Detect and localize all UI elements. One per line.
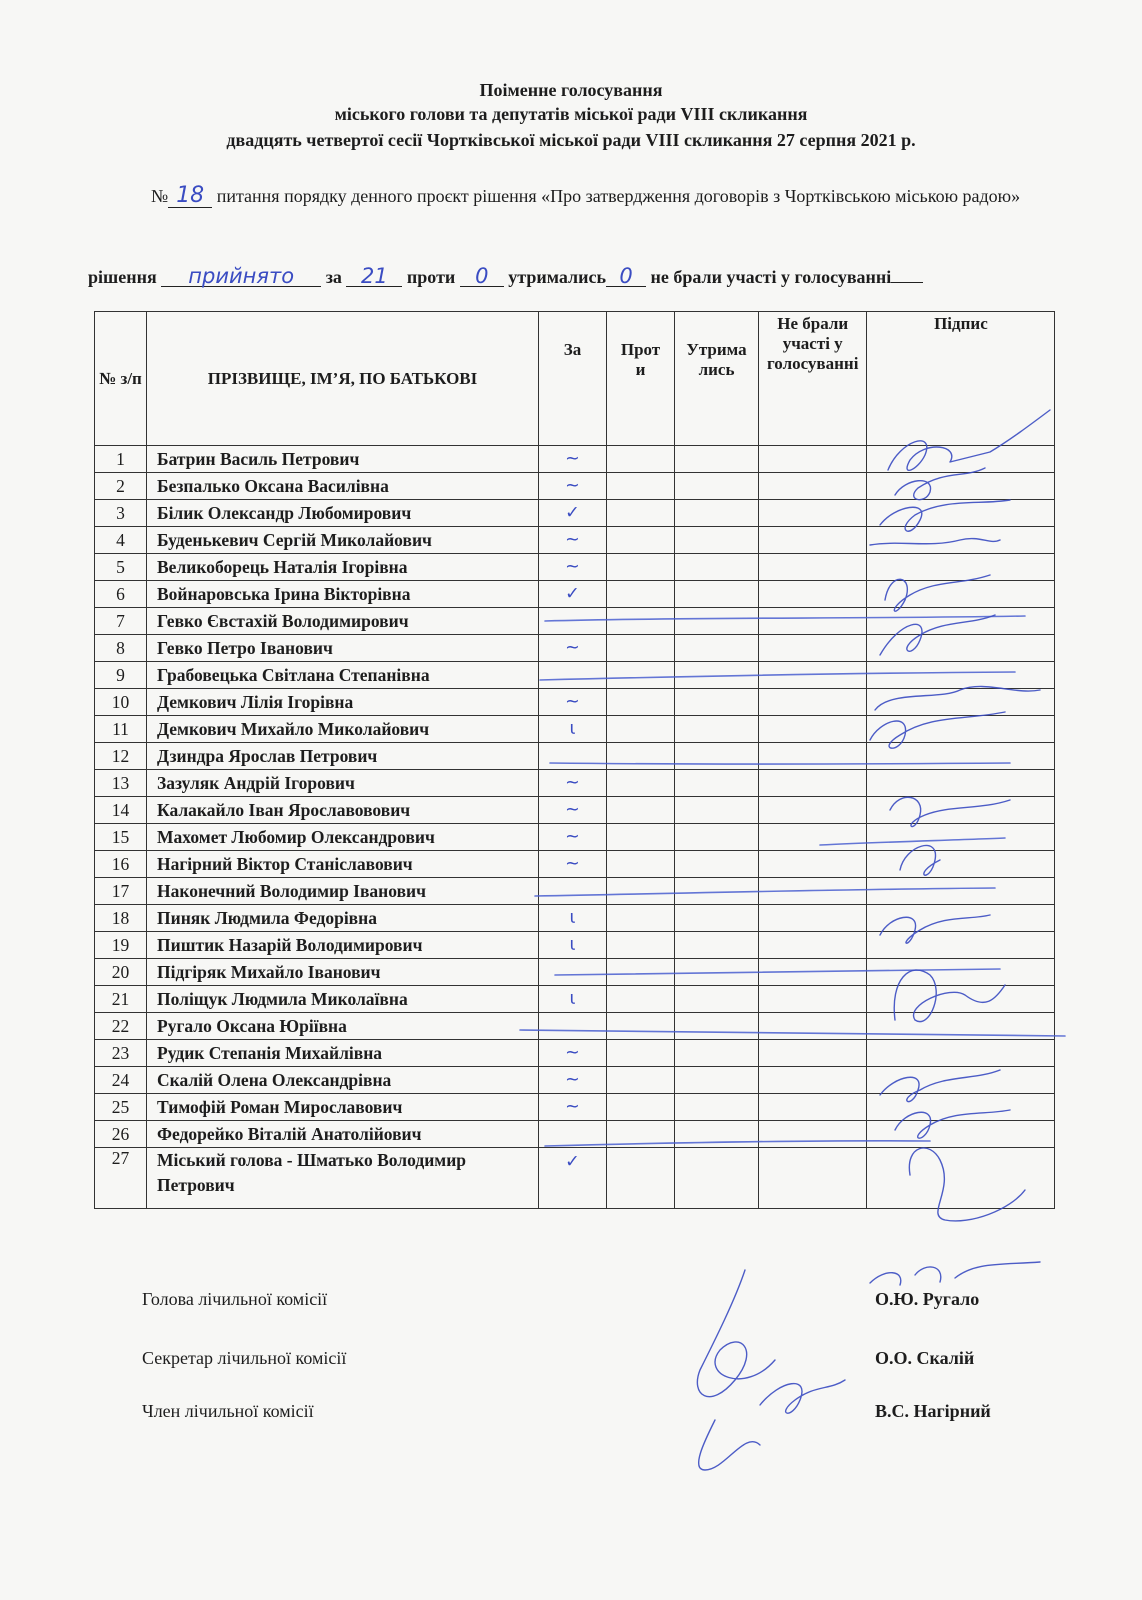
- signature-cell: [867, 716, 1055, 743]
- vote-for-mark: ι: [539, 905, 607, 932]
- table-row: [95, 1067, 1055, 1094]
- vote-for-mark: ~: [539, 824, 607, 851]
- vote-against-cell: [607, 797, 675, 824]
- table-row: [95, 662, 1055, 689]
- vote-against-cell: [607, 1013, 675, 1040]
- vote-for-mark: ~: [539, 689, 607, 716]
- vote-against-cell: [607, 662, 675, 689]
- signature-cell: [867, 1040, 1055, 1067]
- deputy-name: Наконечний Володимир Іванович: [147, 878, 539, 905]
- vote-against-cell: [607, 1040, 675, 1067]
- vote-abstained-cell: [675, 635, 759, 662]
- signature-cell: [867, 581, 1055, 608]
- vote-for-mark: [539, 959, 607, 986]
- not-voted-cell: [759, 635, 867, 662]
- chair-label: Голова лічильної комісії: [142, 1289, 328, 1309]
- vote-for-mark: [539, 608, 607, 635]
- vote-for-mark: ~: [539, 797, 607, 824]
- vote-for-mark: ✓: [539, 581, 607, 608]
- table-row: [95, 1013, 1055, 1040]
- vote-for-mark: ~: [539, 473, 607, 500]
- agenda-question: [143, 183, 1063, 210]
- header-abstained: Утримались: [675, 312, 759, 446]
- vote-abstained-cell: [675, 797, 759, 824]
- vote-against-cell: [607, 878, 675, 905]
- vote-against-cell: [607, 473, 675, 500]
- deputy-name: Міський голова - Шматько Володимир Петрович: [147, 1148, 539, 1209]
- signature: [699, 1420, 760, 1470]
- vote-for-mark: [539, 743, 607, 770]
- not-voted-cell: [759, 608, 867, 635]
- row-number: 11: [95, 716, 147, 743]
- row-number: 7: [95, 608, 147, 635]
- table-row: [95, 500, 1055, 527]
- vote-against-cell: [607, 500, 675, 527]
- deputy-name: Пиняк Людмила Федорівна: [147, 905, 539, 932]
- table-row: [95, 1094, 1055, 1121]
- signature-cell: [867, 1094, 1055, 1121]
- vote-abstained-cell: [675, 959, 759, 986]
- question-number-prefix: №: [151, 186, 169, 206]
- vote-against-cell: [607, 1121, 675, 1148]
- not-voted-cell: [759, 554, 867, 581]
- deputy-name: Гевко Євстахій Володимирович: [147, 608, 539, 635]
- vote-abstained-cell: [675, 1094, 759, 1121]
- table-row: [95, 932, 1055, 959]
- not-voted-cell: [759, 581, 867, 608]
- signature-cell: [867, 689, 1055, 716]
- signature-cell: [867, 608, 1055, 635]
- chair-name: О.Ю. Ругало: [875, 1289, 980, 1309]
- vote-for-mark: ✓: [539, 1148, 607, 1209]
- not-voted-cell: [759, 527, 867, 554]
- header-signature: Підпис: [867, 312, 1055, 446]
- deputy-name: Зазуляк Андрій Ігорович: [147, 770, 539, 797]
- signature-cell: [867, 878, 1055, 905]
- deputy-name: Демкович Михайло Миколайович: [147, 716, 539, 743]
- vote-against-cell: [607, 1094, 675, 1121]
- vote-against-cell: [607, 770, 675, 797]
- not-voted-cell: [759, 1121, 867, 1148]
- signature-cell: [867, 1067, 1055, 1094]
- table-row: [95, 635, 1055, 662]
- vote-abstained-cell: [675, 878, 759, 905]
- signature-cell: [867, 932, 1055, 959]
- deputy-name: Демкович Лілія Ігорівна: [147, 689, 539, 716]
- signature-cell: [867, 797, 1055, 824]
- question-text: питання порядку денного проєкт рішення «Про затвердження договорів з Чортківською міською радою»: [216, 186, 1021, 206]
- not-voted-cell: [759, 500, 867, 527]
- not-voted-cell: [759, 878, 867, 905]
- deputy-name: Войнаровська Ірина Вікторівна: [147, 581, 539, 608]
- vote-for-mark: ~: [539, 446, 607, 473]
- vote-against-cell: [607, 986, 675, 1013]
- vote-against-cell: [607, 581, 675, 608]
- row-number: 27: [95, 1148, 147, 1209]
- secretary-label: Секретар лічильної комісії: [142, 1348, 347, 1368]
- table-row: [95, 527, 1055, 554]
- not-voted-cell: [759, 932, 867, 959]
- not-voted-cell: [759, 959, 867, 986]
- vote-abstained-cell: [675, 716, 759, 743]
- table-row: [95, 1040, 1055, 1067]
- signature: [697, 1270, 775, 1397]
- table-row: [95, 1121, 1055, 1148]
- not-voted-cell: [759, 824, 867, 851]
- row-number: 16: [95, 851, 147, 878]
- vote-abstained-cell: [675, 500, 759, 527]
- row-number: 20: [95, 959, 147, 986]
- row-number: 9: [95, 662, 147, 689]
- table-row: [95, 878, 1055, 905]
- vote-for-mark: ι: [539, 932, 607, 959]
- not-voted-cell: [759, 905, 867, 932]
- vote-for-mark: [539, 878, 607, 905]
- table-row: [95, 851, 1055, 878]
- table-row: [95, 743, 1055, 770]
- not-voted-count: [891, 282, 923, 283]
- deputy-name: Скалій Олена Олександрівна: [147, 1067, 539, 1094]
- table-row: [95, 905, 1055, 932]
- vote-abstained-cell: [675, 581, 759, 608]
- signature: [870, 1262, 1040, 1285]
- vote-for-mark: ~: [539, 1067, 607, 1094]
- deputy-name: Грабовецька Світлана Степанівна: [147, 662, 539, 689]
- table-row: [95, 473, 1055, 500]
- table-row: [95, 824, 1055, 851]
- not-voted-cell: [759, 689, 867, 716]
- row-number: 17: [95, 878, 147, 905]
- vote-against-cell: [607, 1148, 675, 1209]
- vote-for-mark: ~: [539, 635, 607, 662]
- vote-abstained-cell: [675, 446, 759, 473]
- deputy-name: Великоборець Наталія Ігорівна: [147, 554, 539, 581]
- table-row: [95, 797, 1055, 824]
- document-subtitle: міського голови та депутатів міської ради VIII скликання: [334, 104, 808, 124]
- table-row: [95, 986, 1055, 1013]
- signature-cell: [867, 959, 1055, 986]
- signature-cell: [867, 905, 1055, 932]
- row-number: 19: [95, 932, 147, 959]
- decision-line: [88, 266, 923, 288]
- deputy-name: Рудик Степанія Михайлівна: [147, 1040, 539, 1067]
- signature-cell: [867, 473, 1055, 500]
- vote-abstained-cell: [675, 689, 759, 716]
- signature-cell: [867, 851, 1055, 878]
- vote-for-mark: ✓: [539, 500, 607, 527]
- not-voted-cell: [759, 1067, 867, 1094]
- vote-against-cell: [607, 635, 675, 662]
- against-count: 0: [460, 266, 504, 287]
- member-name: В.С. Нагірний: [875, 1401, 991, 1421]
- table-row: [95, 959, 1055, 986]
- vote-against-cell: [607, 446, 675, 473]
- header-not-voted: Не брали участі у голосуванні: [759, 312, 867, 446]
- vote-for-mark: ~: [539, 527, 607, 554]
- signature-cell: [867, 446, 1055, 473]
- vote-for-mark: ι: [539, 986, 607, 1013]
- vote-abstained-cell: [675, 851, 759, 878]
- signature: [760, 1380, 845, 1413]
- table-row: [95, 716, 1055, 743]
- deputy-name: Федорейко Віталій Анатолійович: [147, 1121, 539, 1148]
- vote-abstained-cell: [675, 824, 759, 851]
- header-name: ПРІЗВИЩЕ, ІМ’Я, ПО БАТЬКОВІ: [147, 312, 539, 446]
- table-row: [95, 581, 1055, 608]
- deputy-name: Пиштик Назарій Володимирович: [147, 932, 539, 959]
- vote-against-cell: [607, 905, 675, 932]
- row-number: 22: [95, 1013, 147, 1040]
- table-row: [95, 689, 1055, 716]
- not-voted-cell: [759, 986, 867, 1013]
- not-voted-cell: [759, 1148, 867, 1209]
- vote-abstained-cell: [675, 1040, 759, 1067]
- signature-cell: [867, 527, 1055, 554]
- abstained-count: 0: [606, 266, 646, 287]
- against-label: проти: [406, 267, 456, 287]
- vote-abstained-cell: [675, 932, 759, 959]
- signature-cell: [867, 554, 1055, 581]
- deputy-name: Буденькевич Сергій Миколайович: [147, 527, 539, 554]
- vote-abstained-cell: [675, 662, 759, 689]
- table-body: [95, 446, 1055, 1209]
- deputy-name: Батрин Василь Петрович: [147, 446, 539, 473]
- deputy-name: Нагірний Віктор Станіславович: [147, 851, 539, 878]
- session-line: двадцять четвертої сесії Чортківської міської ради VIII скликання 27 серпня 2021 р.: [226, 130, 916, 150]
- row-number: 6: [95, 581, 147, 608]
- vote-for-mark: ~: [539, 770, 607, 797]
- table-row: [95, 608, 1055, 635]
- table-row: [95, 554, 1055, 581]
- row-number: 8: [95, 635, 147, 662]
- table-row: [95, 446, 1055, 473]
- vote-against-cell: [607, 608, 675, 635]
- vote-for-mark: [539, 1121, 607, 1148]
- not-voted-cell: [759, 662, 867, 689]
- row-number: 15: [95, 824, 147, 851]
- question-number: 18: [168, 185, 212, 208]
- vote-against-cell: [607, 689, 675, 716]
- row-number: 2: [95, 473, 147, 500]
- deputy-name: Дзиндра Ярослав Петрович: [147, 743, 539, 770]
- not-voted-cell: [759, 797, 867, 824]
- vote-abstained-cell: [675, 905, 759, 932]
- signature-cell: [867, 1121, 1055, 1148]
- vote-abstained-cell: [675, 1067, 759, 1094]
- vote-against-cell: [607, 959, 675, 986]
- not-voted-label: не брали участі у голосуванні: [650, 267, 892, 287]
- table-row: [95, 770, 1055, 797]
- header-against: Проти: [607, 312, 675, 446]
- row-number: 23: [95, 1040, 147, 1067]
- not-voted-cell: [759, 1094, 867, 1121]
- deputy-name: Гевко Петро Іванович: [147, 635, 539, 662]
- row-number: 12: [95, 743, 147, 770]
- vote-abstained-cell: [675, 554, 759, 581]
- for-count: 21: [346, 266, 402, 287]
- deputy-name: Махомет Любомир Олександрович: [147, 824, 539, 851]
- vote-against-cell: [607, 824, 675, 851]
- abstained-label: утримались: [508, 267, 606, 287]
- not-voted-cell: [759, 446, 867, 473]
- member-label: Член лічильної комісії: [142, 1401, 314, 1421]
- row-number: 3: [95, 500, 147, 527]
- vote-abstained-cell: [675, 1121, 759, 1148]
- signature-cell: [867, 500, 1055, 527]
- not-voted-cell: [759, 743, 867, 770]
- vote-against-cell: [607, 932, 675, 959]
- table-row: [95, 1148, 1055, 1209]
- vote-for-mark: ~: [539, 1094, 607, 1121]
- vote-abstained-cell: [675, 608, 759, 635]
- vote-abstained-cell: [675, 1148, 759, 1209]
- for-label: за: [325, 267, 342, 287]
- deputy-name: Тимофій Роман Мирославович: [147, 1094, 539, 1121]
- vote-abstained-cell: [675, 743, 759, 770]
- vote-abstained-cell: [675, 527, 759, 554]
- row-number: 21: [95, 986, 147, 1013]
- deputy-name: Поліщук Людмила Миколаївна: [147, 986, 539, 1013]
- header-for: За: [539, 312, 607, 446]
- decision-result: прийнято: [161, 266, 321, 287]
- not-voted-cell: [759, 473, 867, 500]
- signature-cell: [867, 1148, 1055, 1209]
- signature-cell: [867, 1013, 1055, 1040]
- row-number: 4: [95, 527, 147, 554]
- deputy-name: Калакайло Іван Ярославовович: [147, 797, 539, 824]
- not-voted-cell: [759, 716, 867, 743]
- signature-cell: [867, 824, 1055, 851]
- document-title: Поіменне голосування: [479, 80, 663, 100]
- decision-label: рішення: [88, 267, 157, 287]
- row-number: 24: [95, 1067, 147, 1094]
- signature-cell: [867, 662, 1055, 689]
- row-number: 10: [95, 689, 147, 716]
- row-number: 1: [95, 446, 147, 473]
- row-number: 25: [95, 1094, 147, 1121]
- row-number: 18: [95, 905, 147, 932]
- vote-against-cell: [607, 527, 675, 554]
- not-voted-cell: [759, 770, 867, 797]
- vote-against-cell: [607, 743, 675, 770]
- not-voted-cell: [759, 1040, 867, 1067]
- not-voted-cell: [759, 1013, 867, 1040]
- vote-for-mark: ~: [539, 554, 607, 581]
- signature-cell: [867, 635, 1055, 662]
- vote-against-cell: [607, 851, 675, 878]
- deputy-name: Ругало Оксана Юріївна: [147, 1013, 539, 1040]
- deputy-name: Білик Олександр Любомирович: [147, 500, 539, 527]
- vote-for-mark: ~: [539, 851, 607, 878]
- vote-for-mark: [539, 1013, 607, 1040]
- row-number: 26: [95, 1121, 147, 1148]
- vote-against-cell: [607, 716, 675, 743]
- vote-against-cell: [607, 554, 675, 581]
- vote-for-mark: ~: [539, 1040, 607, 1067]
- deputy-name: Підгіряк Михайло Іванович: [147, 959, 539, 986]
- vote-abstained-cell: [675, 473, 759, 500]
- vote-for-mark: [539, 662, 607, 689]
- signature-cell: [867, 986, 1055, 1013]
- row-number: 14: [95, 797, 147, 824]
- deputy-name: Безпалько Оксана Василівна: [147, 473, 539, 500]
- row-number: 5: [95, 554, 147, 581]
- signature-cell: [867, 770, 1055, 797]
- vote-abstained-cell: [675, 770, 759, 797]
- secretary-name: О.О. Скалій: [875, 1348, 975, 1368]
- not-voted-cell: [759, 851, 867, 878]
- vote-for-mark: ι: [539, 716, 607, 743]
- row-number: 13: [95, 770, 147, 797]
- vote-against-cell: [607, 1067, 675, 1094]
- header-num: № з/п: [95, 312, 147, 446]
- roll-call-table: [94, 311, 1055, 1209]
- vote-abstained-cell: [675, 1013, 759, 1040]
- signature-cell: [867, 743, 1055, 770]
- vote-abstained-cell: [675, 986, 759, 1013]
